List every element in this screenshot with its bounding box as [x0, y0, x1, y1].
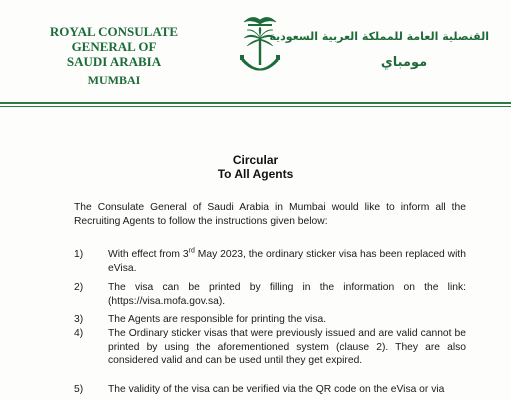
letterhead-arabic — [269, 30, 489, 70]
header-divider-thick — [0, 102, 511, 104]
letterhead-city: MUMBAI — [87, 73, 141, 87]
item-number: 5) — [74, 384, 84, 395]
item-number: 4) — [74, 328, 84, 339]
letterhead-english — [34, 24, 194, 88]
circular-subtitle: To All Agents — [217, 167, 294, 181]
letterhead-line2: SAUDI ARABIA — [66, 54, 162, 69]
item-number: 3) — [74, 314, 84, 325]
item-number: 1) — [74, 249, 84, 260]
letterhead-arabic-city: مومباي — [380, 55, 428, 70]
item-text: With effect from 3rd May 2023, the ordinary sticker visa has been replaced with eVisa. — [108, 247, 466, 274]
intro-paragraph: The Consulate General of Saudi Arabia in Mumbai would like to inform all the Recruiting Agents to follow the instructions given below: — [74, 202, 466, 227]
item-text: The validity of the visa can be verified via the QR code on the eVisa or via — [108, 384, 445, 395]
ordinal-suffix: rd — [188, 247, 195, 255]
letterhead-arabic-line1: القنصلية العامة للمملكة العربية السعودية — [269, 30, 489, 43]
item-text: The visa can be printed by filling in the information on the link: (https://visa.mofa.gov.sa). — [108, 282, 466, 307]
item-text: The Agents are responsible for printing the visa. — [108, 314, 327, 325]
item-number: 2) — [74, 282, 84, 293]
saudi-emblem-icon — [234, 8, 286, 88]
header-divider-thin — [0, 106, 511, 107]
circular-title: Circular — [232, 153, 279, 167]
item-text: The Ordinary sticker visas that were previously issued and are valid cannot be printed by using the aforementioned system (clause 2). They are also considered valid and can be used until they get expired. — [108, 328, 466, 366]
letterhead-line1: ROYAL CONSULATE GENERAL OF — [49, 24, 179, 54]
